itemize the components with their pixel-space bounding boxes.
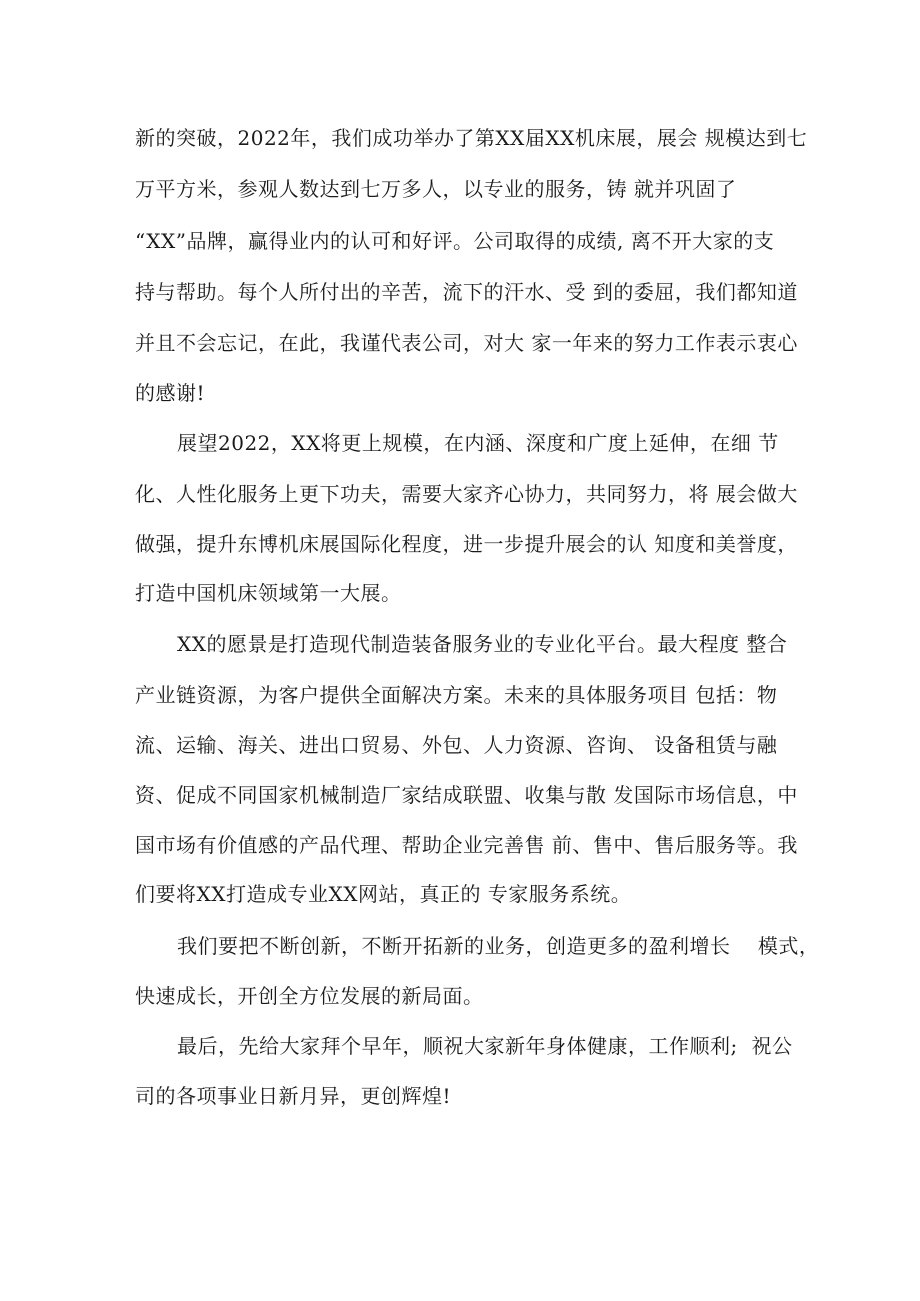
text-line: 司的各项事业日新月异，更创辉煌! <box>135 1084 452 1108</box>
text-line: 快速成长，开创全方位发展的新局面。 <box>135 984 484 1008</box>
text-line: 化、人性化服务上更下功夫，需要大家齐心协力，共同努力，将 展会做大 <box>135 482 798 506</box>
text-line: 做强，提升东博机床展国际化程度，进一步提升展会的认 知度和美誉度， <box>135 532 798 556</box>
text-line: 流、运输、海关、进出口贸易、外包、人力资源、咨询、 设备租赁与融 <box>135 733 778 757</box>
text-line: 们要将XX打造成专业XX网站，真正的 专家服务系统。 <box>135 882 632 906</box>
text-line: 并且不会忘记，在此，我谨代表公司，对大 家一年来的努力工作表示衷心 <box>135 331 798 355</box>
text-line: 打造中国机床领域第一大展。 <box>135 581 402 605</box>
text-line: 持与帮助。每个人所付出的辛苦，流下的汗水、受 到的委屈，我们都知道 <box>135 280 798 304</box>
text-line: 国市场有价值感的产品代理、帮助企业完善售 前、售中、售后服务等。我 <box>135 833 798 857</box>
text-line: 最后，先给大家拜个早年，顺祝大家新年身体健康，工作顺利; 祝公 <box>177 1034 793 1058</box>
text-line: 展望2022，XX将更上规模，在内涵、深度和广度上延伸，在细 节 <box>177 431 779 455</box>
text-line: 产业链资源，为客户提供全面解决方案。未来的具体服务项目 包括：物 <box>135 683 778 707</box>
text-line: 新的突破，2022年，我们成功举办了第XX届XX机床展，展会 规模达到七 <box>135 126 808 150</box>
text-line: 万平方米，参观人数达到七万多人，以专业的服务，铸 就并巩固了 <box>135 177 737 201</box>
text-line: “XX”品牌，赢得业内的认可和好评。公司取得的成绩, 离不开大家的支 <box>135 229 775 253</box>
text-line: 的感谢! <box>135 381 206 405</box>
text-line: XX的愿景是打造现代制造装备服务业的专业化平台。最大程度 整合 <box>177 632 788 656</box>
text-line: 我们要把不断创新，不断开拓新的业务，创造更多的盈利增长 模式， <box>177 934 820 958</box>
text-line: 资、促成不同国家机械制造厂家结成联盟、收集与散 发国际市场信息，中 <box>135 783 798 807</box>
